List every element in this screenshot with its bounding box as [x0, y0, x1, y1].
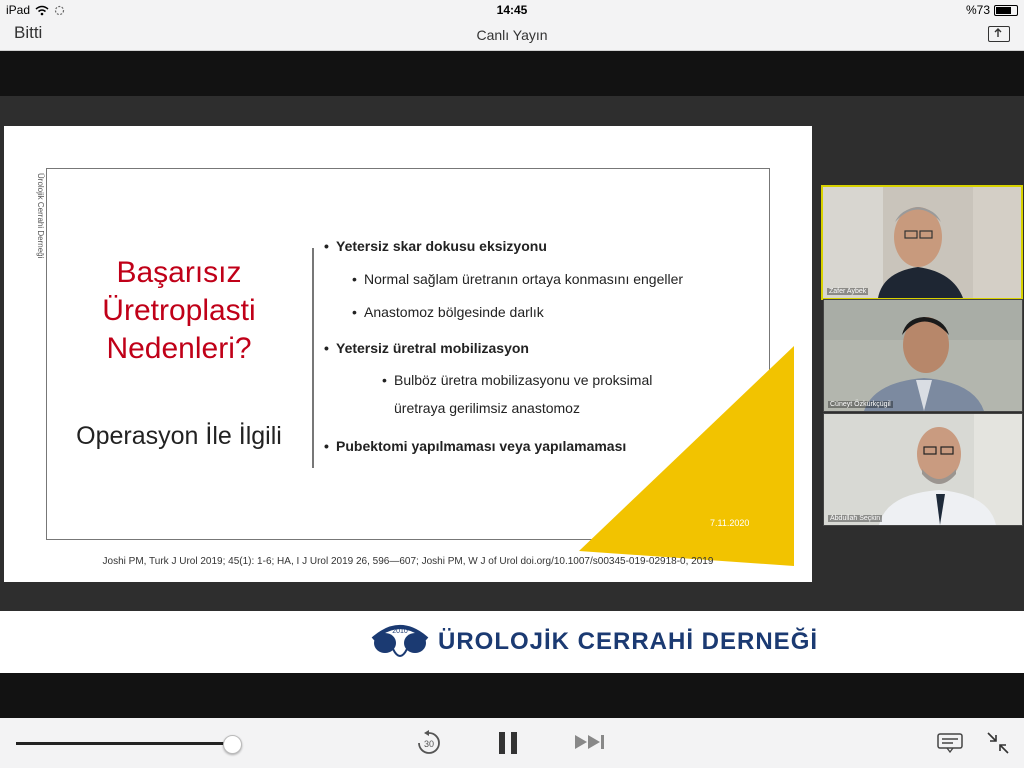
slide-side-text: Ürolojik Cerrahi Derneği	[36, 173, 45, 259]
participant-name: Cüneyt Özkürkçügil	[830, 401, 891, 408]
bullet-item: • Yetersiz skar dokusu eksizyonu	[324, 238, 547, 254]
participant-video-2[interactable]	[823, 299, 1023, 412]
participant-video-3[interactable]	[823, 413, 1023, 526]
playback-controls	[0, 718, 1024, 768]
bullet-item: • Bulböz üretra mobilizasyonu ve proksimal	[382, 372, 653, 388]
slide-date: 7.11.2020	[710, 518, 750, 528]
bullet-item: • Pubektomi yapılmaması veya yapılamaması	[324, 438, 627, 454]
battery-icon	[994, 5, 1018, 16]
bullet-item: • Yetersiz üretral mobilizasyon	[324, 340, 529, 356]
participant-name: Zafer Aybek	[829, 288, 867, 295]
organization-banner	[0, 611, 1024, 673]
slide-subtitle: Operasyon İle İlgili	[76, 422, 282, 450]
participant-avatar	[824, 300, 1022, 411]
navigation-bar	[0, 20, 1024, 51]
skip-back-30-icon[interactable]	[416, 730, 442, 761]
logo-year: 2010	[392, 628, 408, 635]
slide-title-line: Üretroplasti	[102, 294, 256, 327]
participant-name: Abdullah Seçkin	[830, 515, 881, 522]
bullet-item: • Normal sağlam üretranın ortaya konmasını engeller	[352, 271, 684, 287]
participant-avatar	[824, 414, 1022, 525]
slide-title-line: Başarısız	[116, 256, 242, 289]
scrubber-knob[interactable]	[223, 735, 242, 754]
slide-title-line: Nedenleri?	[106, 332, 252, 365]
status-right	[966, 3, 1018, 17]
captions-icon[interactable]	[937, 733, 963, 758]
organization-name: ÜROLOJİK CERRAHİ DERNEĞİ	[438, 628, 819, 655]
progress-scrubber[interactable]	[16, 742, 232, 745]
organization-logo	[369, 619, 431, 663]
bullet-item: • Anastomoz bölgesinde darlık	[352, 304, 544, 320]
battery-percent: %73	[965, 3, 990, 17]
slide-title	[59, 254, 299, 368]
skip-back-seconds: 30	[423, 739, 435, 749]
meeting-stage	[0, 96, 1024, 611]
battery-level	[996, 7, 1011, 14]
nav-title: Canlı Yayın	[476, 27, 548, 43]
skip-forward-icon[interactable]	[574, 733, 608, 756]
presentation-slide	[4, 126, 812, 582]
slide-divider	[312, 248, 314, 468]
pause-icon[interactable]	[497, 731, 519, 760]
bullet-item-continuation: üretraya gerilimsiz anastomoz	[394, 400, 580, 416]
exit-fullscreen-icon[interactable]	[987, 732, 1009, 759]
status-time: 14:45	[496, 3, 528, 17]
video-player[interactable]	[0, 51, 1024, 718]
device-label: iPad	[6, 3, 31, 17]
share-icon[interactable]	[988, 26, 1010, 42]
status-bar	[0, 0, 1024, 20]
progress-fill	[16, 742, 232, 745]
participant-video-1[interactable]	[821, 185, 1023, 300]
done-button[interactable]: Bitti	[14, 23, 43, 42]
slide-reference: Joshi PM, Turk J Urol 2019; 45(1): 1-6; HA, I J Urol 2019 26, 596—607; Joshi PM, W J of Urol doi.org/10.1007/s00345-019-02918-0, 2019	[102, 556, 714, 567]
participant-avatar	[823, 187, 1021, 298]
